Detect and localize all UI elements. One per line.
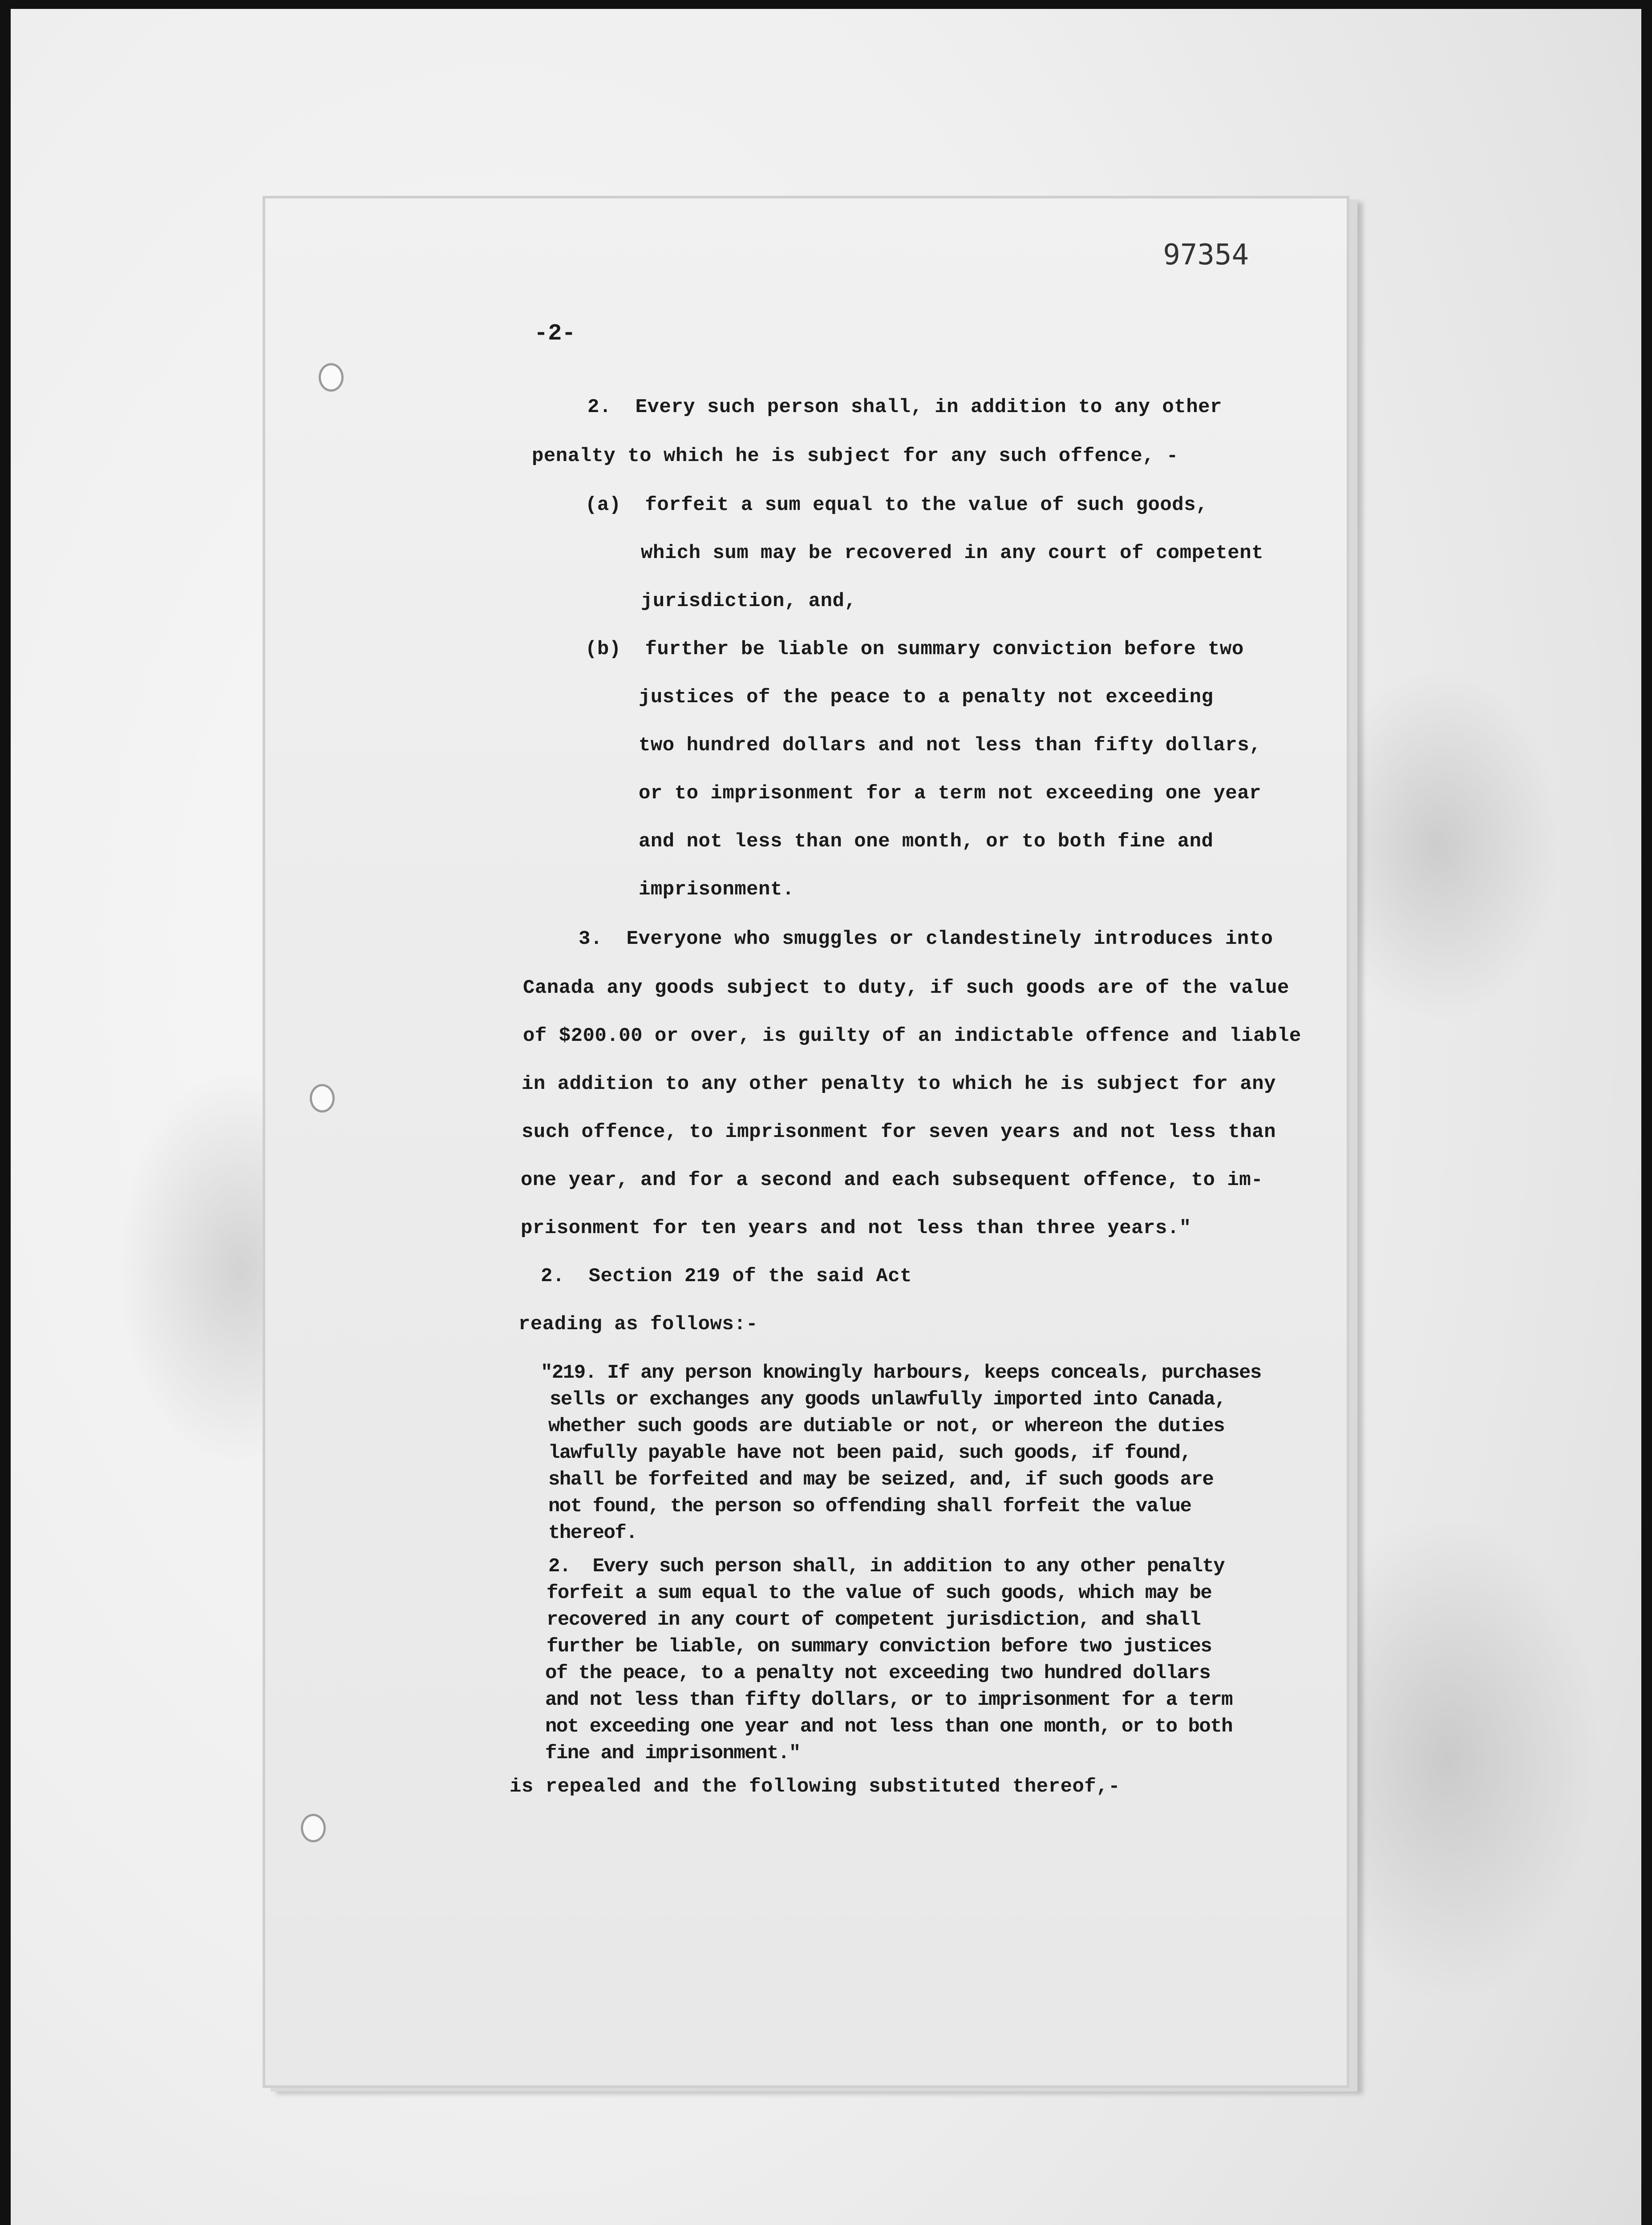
quoted-line: and not less than fifty dollars, or to imprisonment for a term: [545, 1689, 1233, 1711]
quoted-line: not found, the person so offending shall forfeit the value: [548, 1495, 1191, 1517]
quoted-line: 2. Every such person shall, in addition to any other penalty: [548, 1555, 1225, 1578]
quoted-line: whether such goods are dutiable or not, or whereon the duties: [548, 1415, 1225, 1437]
text-line: of $200.00 or over, is guilty of an indictable offence and liable: [523, 1025, 1301, 1047]
text-line: reading as follows:-: [518, 1313, 758, 1335]
text-line: such offence, to imprisonment for seven years and not less than: [522, 1121, 1276, 1143]
text-line: or to imprisonment for a term not exceeding one year: [639, 782, 1262, 805]
text-line: which sum may be recovered in any court of competent: [641, 542, 1264, 564]
quoted-line: not exceeding one year and not less than one month, or to both: [545, 1715, 1233, 1738]
quoted-line: sells or exchanges any goods unlawfully imported into Canada,: [550, 1388, 1226, 1411]
text-line: penalty to which he is subject for any such offence, -: [532, 445, 1178, 467]
text-line: in addition to any other penalty to which he is subject for any: [522, 1073, 1276, 1095]
document-number: 97354: [1163, 239, 1249, 271]
text-line: one year, and for a second and each subsequent offence, to im-: [521, 1169, 1263, 1191]
quoted-line: lawfully payable have not been paid, such goods, if found,: [548, 1442, 1191, 1464]
text-line: justices of the peace to a penalty not exceeding: [639, 686, 1214, 708]
mount-smudge: [1313, 668, 1562, 1024]
page-marker: -2-: [534, 320, 576, 347]
text-line: jurisdiction, and,: [641, 590, 857, 612]
text-line: imprisonment.: [639, 878, 794, 901]
quoted-line: shall be forfeited and may be seized, and, if such goods are: [548, 1468, 1214, 1491]
closing-line: is repealed and the following substituted thereof,-: [510, 1776, 1121, 1798]
punch-hole: [301, 1814, 326, 1842]
quoted-line: thereof.: [548, 1522, 637, 1544]
punch-hole: [319, 363, 344, 392]
text-line: Canada any goods subject to duty, if such goods are of the value: [523, 977, 1289, 999]
text-line: 3. Everyone who smuggles or clandestinely introduces into: [579, 928, 1273, 950]
text-line: 2. Section 219 of the said Act: [541, 1265, 912, 1287]
quoted-line: further be liable, on summary conviction before two justices: [547, 1635, 1212, 1658]
text-line: (b) further be liable on summary conviction before two: [585, 638, 1244, 660]
text-line: (a) forfeit a sum equal to the value of such goods,: [585, 494, 1208, 516]
quoted-line: "219. If any person knowingly harbours, keeps conceals, purchases: [541, 1362, 1261, 1384]
quoted-line: recovered in any court of competent jurisdiction, and shall: [547, 1609, 1201, 1631]
text-line: 2. Every such person shall, in addition to any other: [587, 396, 1222, 418]
quoted-line: fine and imprisonment.": [545, 1742, 800, 1764]
text-line: prisonment for ten years and not less than three years.": [521, 1217, 1191, 1239]
text-line: two hundred dollars and not less than fifty dollars,: [639, 734, 1262, 756]
text-line: and not less than one month, or to both fine and: [639, 830, 1214, 853]
quoted-line: forfeit a sum equal to the value of such goods, which may be: [547, 1582, 1212, 1604]
punch-hole: [310, 1084, 335, 1112]
quoted-line: of the peace, to a penalty not exceeding two hundred dollars: [545, 1662, 1211, 1684]
